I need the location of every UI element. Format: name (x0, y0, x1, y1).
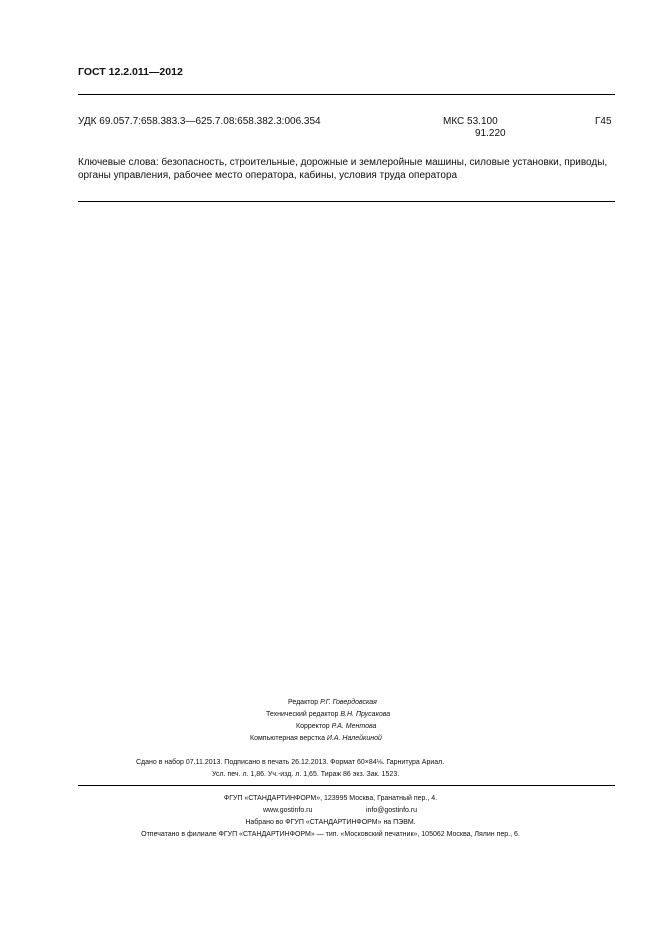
mks-code-1: МКС 53.100 (443, 116, 498, 127)
publisher-printed: Отпечатано в филиале ФГУП «СТАНДАРТИНФОРМ» — тип. «Московский печатник», 105062 Москва, Лялин пер., 6. (141, 831, 520, 838)
divider-imprint (78, 785, 615, 786)
credit-role: Редактор (288, 699, 319, 706)
credit-corrector (296, 721, 376, 733)
credit-role: Компьютерная верстка (250, 735, 325, 742)
credit-layout (250, 733, 382, 745)
mks-code-2: 91.220 (475, 128, 506, 139)
print-info-line1: Сдано в набор 07.11.2013. Подписано в печать 26.12.2013. Формат 60×84⅛. Гарнитура Ариал. (136, 759, 445, 766)
group-code: Г45 (595, 116, 612, 127)
credit-name: Р.Г. Говердовская (320, 699, 377, 706)
publisher-site: www.gostinfo.ru (263, 807, 313, 814)
credit-name: И.А. Налейкиной (326, 735, 382, 742)
credit-role: Корректор (296, 723, 330, 730)
publisher-typeset: Набрано во ФГУП «СТАНДАРТИНФОРМ» на ПЭВМ. (245, 819, 416, 826)
credit-name: В.Н. Прусакова (340, 711, 391, 718)
document-code: ГОСТ 12.2.011—2012 (78, 66, 183, 78)
credit-tech-editor (266, 709, 390, 721)
divider-keywords (78, 201, 615, 202)
divider-top (78, 94, 615, 95)
credit-name: Р.А. Ментова (331, 723, 377, 730)
credit-editor (288, 697, 377, 709)
print-info-line2: Усл. печ. л. 1,86. Уч.-изд. л. 1,65. Тираж 86 экз. Зак. 1523. (212, 771, 400, 778)
udk-code: УДК 69.057.7:658.383.3—625.7.08:658.382.3:006.354 (78, 116, 321, 127)
publisher-email: info@gostinfo.ru (366, 807, 418, 814)
keywords-paragraph: Ключевые слова: безопасность, строительные, дорожные и землеройные машины, силовые установки, приводы, органы управления, рабочее место оператора, кабины, условия труда оператора (78, 157, 608, 181)
publisher-address: ФГУП «СТАНДАРТИНФОРМ», 123995 Москва, Гранатный пер., 4. (223, 795, 438, 802)
credit-role: Технический редактор (266, 711, 339, 718)
